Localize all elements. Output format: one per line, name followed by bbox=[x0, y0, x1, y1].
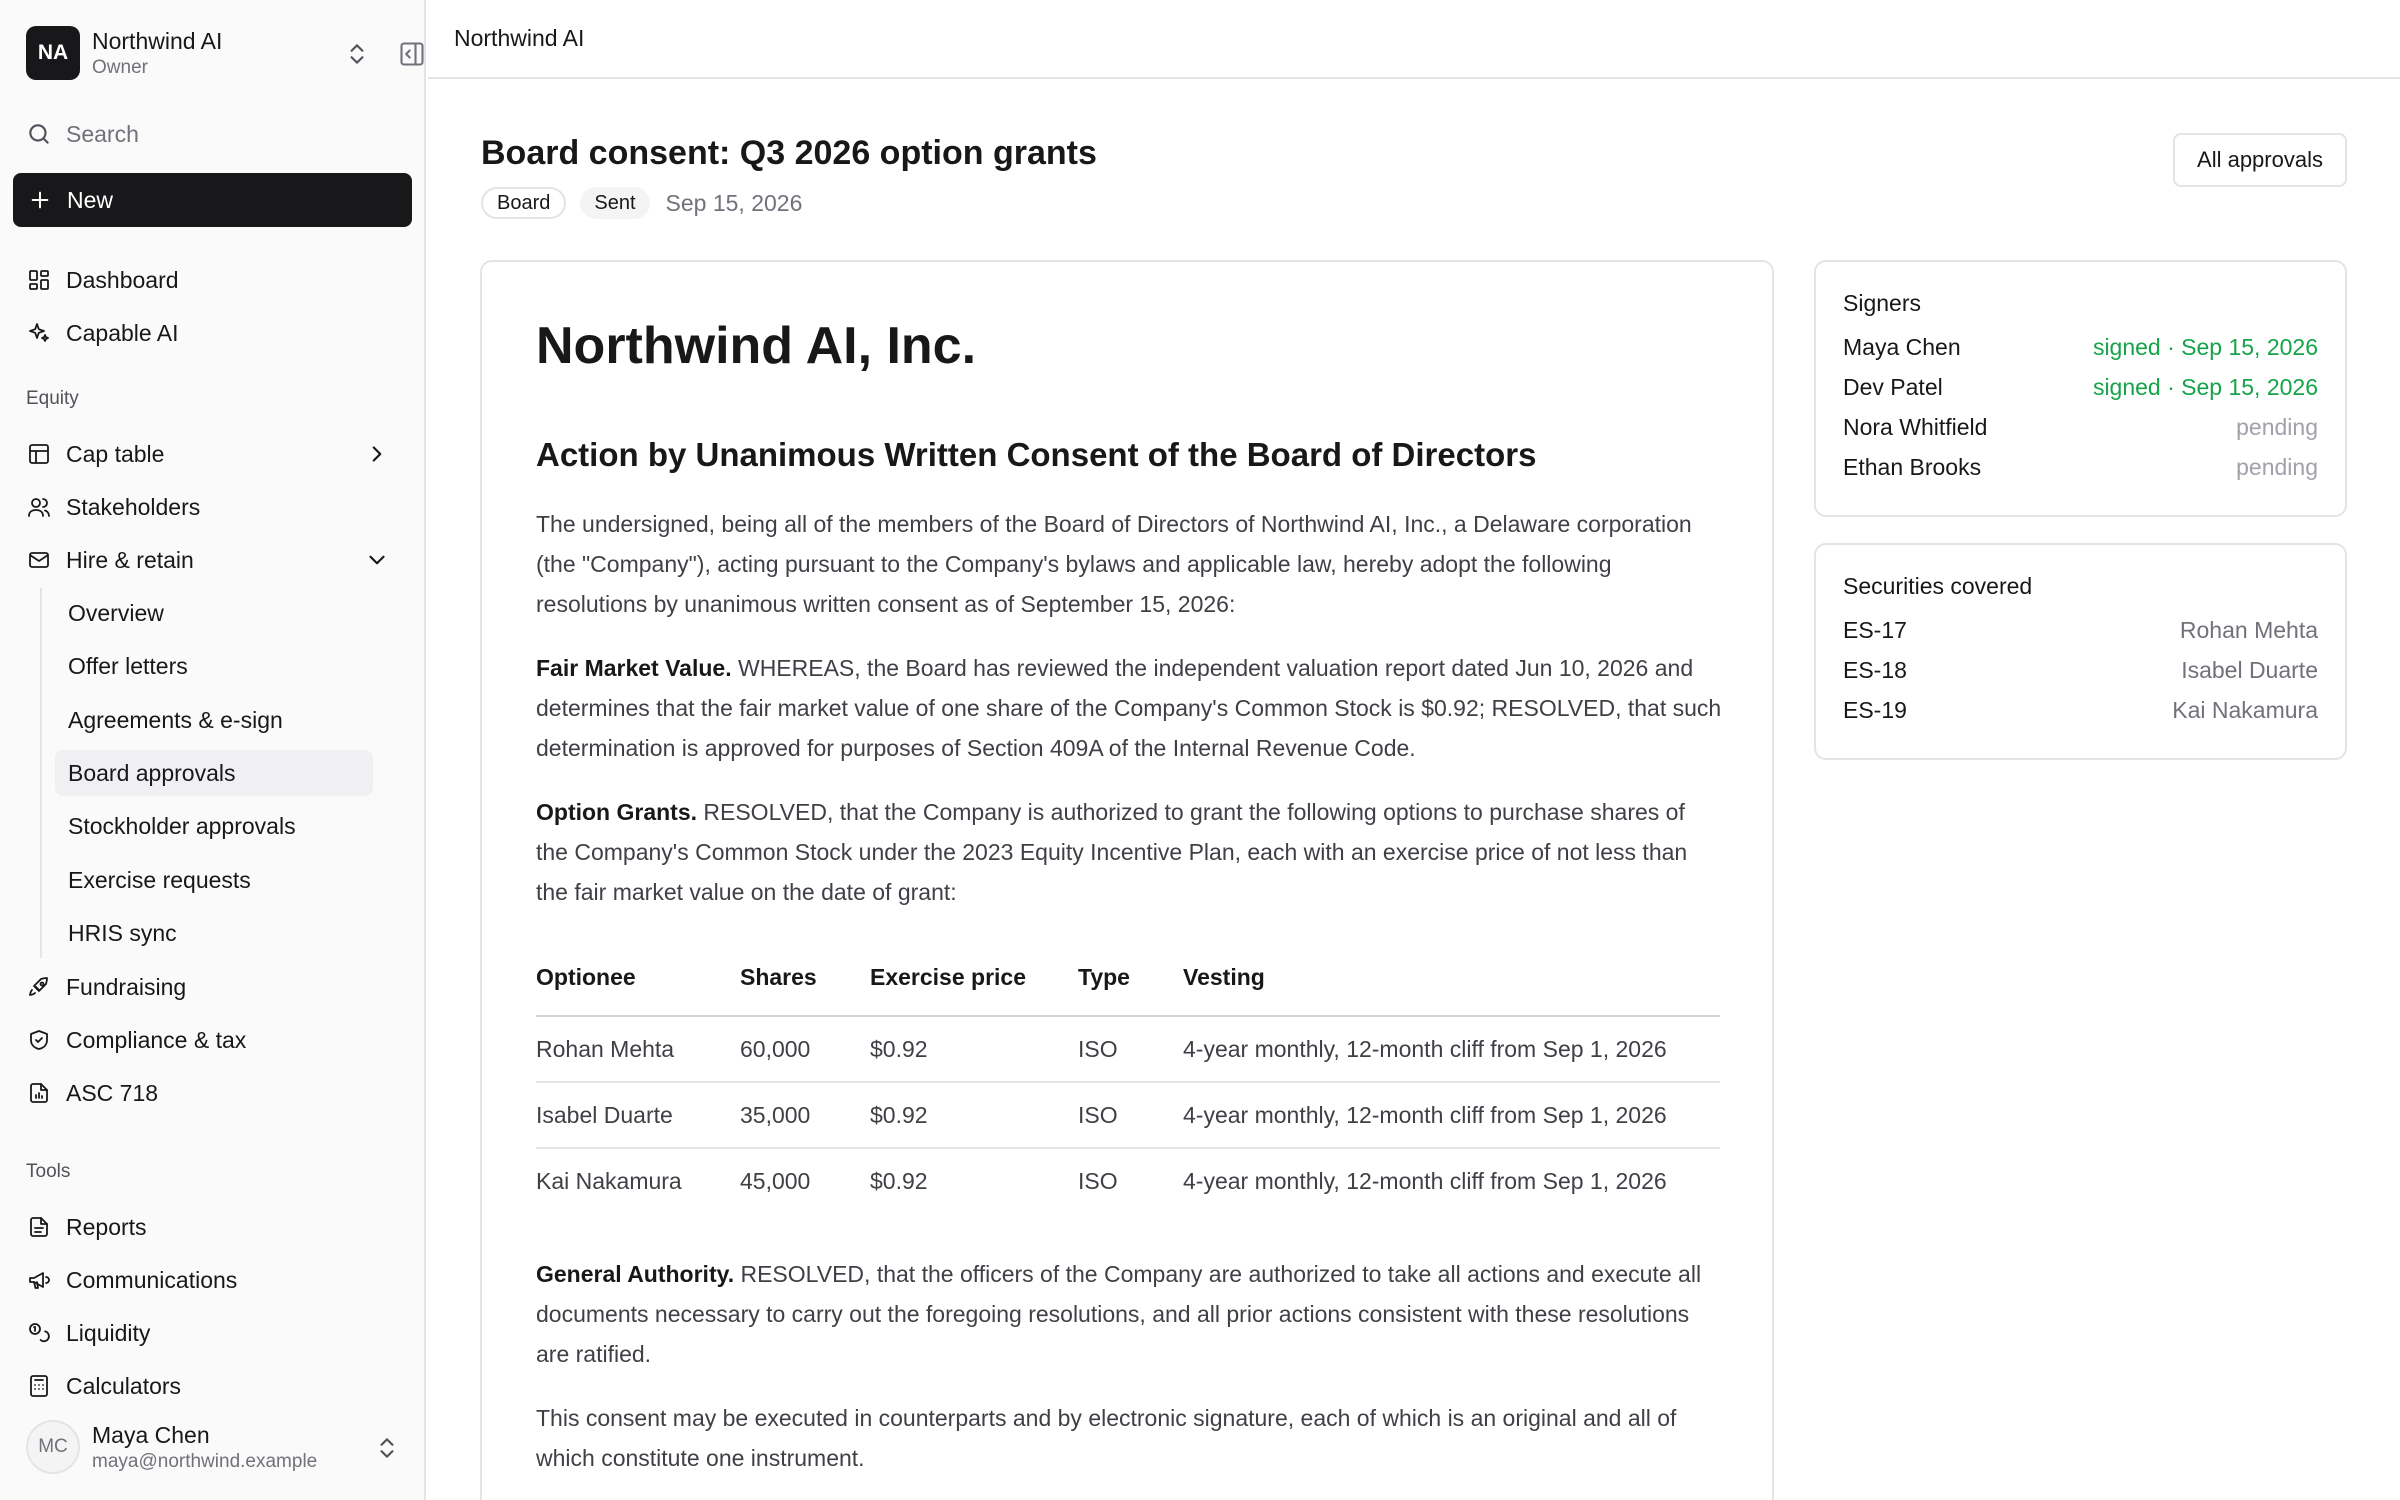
table-row bbox=[536, 1016, 1720, 1082]
avatar: MC bbox=[26, 1420, 80, 1474]
fmv-label: Fair Market Value. bbox=[536, 655, 732, 681]
org-avatar: NA bbox=[26, 26, 80, 80]
signer-status: pending bbox=[2236, 413, 2318, 440]
security-holder: Rohan Mehta bbox=[2179, 616, 2318, 643]
signers-card bbox=[1814, 260, 2347, 517]
calculator-icon bbox=[26, 1373, 52, 1399]
column-header: Shares bbox=[740, 956, 870, 1016]
sidebar bbox=[0, 0, 426, 1500]
sidebar-subitem-offer-letters[interactable]: Offer letters bbox=[68, 652, 188, 679]
sidebar-subitem-agreements[interactable]: Agreements & e-sign bbox=[68, 706, 283, 733]
security-holder: Isabel Duarte bbox=[2181, 656, 2318, 683]
signer-name: Nora Whitfield bbox=[1843, 413, 1988, 440]
column-header: Optionee bbox=[536, 956, 740, 1016]
security-id: ES-17 bbox=[1843, 616, 1907, 643]
table-cell: ISO bbox=[1078, 1016, 1183, 1082]
chevrons-up-down-icon[interactable] bbox=[344, 40, 370, 68]
sidebar-item-fundraising[interactable] bbox=[26, 966, 400, 1008]
grants-label: Option Grants. bbox=[536, 799, 697, 825]
security-id: ES-18 bbox=[1843, 656, 1907, 683]
security-row[interactable] bbox=[1843, 650, 2318, 690]
coins-icon bbox=[26, 1320, 52, 1346]
sidebar-item-label: ASC 718 bbox=[66, 1079, 159, 1106]
grants-text: RESOLVED, that the Company is authorized to grant the following options to purchase shares of the Company's Common Stock under the 2023 Equity Incentive Plan, each with an exercise price of not less than the fair market value on the date of grant: bbox=[536, 799, 1688, 905]
section-label-equity: Equity bbox=[26, 388, 79, 409]
table-cell: ISO bbox=[1078, 1168, 1118, 1194]
sidebar-item-hire-retain[interactable] bbox=[26, 539, 400, 581]
sidebar-subitem-hris-sync[interactable]: HRIS sync bbox=[68, 919, 177, 946]
security-holder: Kai Nakamura bbox=[2172, 696, 2318, 723]
users-icon bbox=[26, 494, 52, 520]
sidebar-subitem-stockholder-approvals[interactable]: Stockholder approvals bbox=[68, 812, 296, 839]
security-row[interactable] bbox=[1843, 690, 2318, 730]
sidebar-item-dashboard[interactable] bbox=[26, 259, 400, 301]
table-cell: $0.92 bbox=[870, 1016, 1078, 1082]
signer-name: Ethan Brooks bbox=[1843, 453, 1982, 480]
consent-document bbox=[480, 260, 1774, 1500]
section-label-tools: Tools bbox=[26, 1161, 71, 1182]
signer-row bbox=[1843, 447, 2318, 487]
sidebar-subitem-exercise-requests[interactable]: Exercise requests bbox=[68, 866, 251, 893]
sidebar-item-label: Hire & retain bbox=[66, 546, 194, 573]
document-intro: The undersigned, being all of the members of the Board of Directors of Northwind AI, Inc., a Delaware corporation (the "Company"), acting pursuant to the Company's bylaws and applicable law, hereby adopt the following resolutions by unanimous written consent as of September 15, 2026: bbox=[536, 511, 1692, 617]
fmv-text: WHEREAS, the Board has reviewed the independent valuation report dated Jun 10, 2026 and determines that the fair market value of one share of the Company's Common Stock is $0.92; RESOLVED, that such determination is approved for purposes of Section 409A of the Internal Revenue Code. bbox=[536, 655, 1722, 761]
sidebar-subitem-overview[interactable]: Overview bbox=[68, 599, 164, 626]
table-cell: $0.92 bbox=[870, 1168, 928, 1194]
table-cell: Isabel Duarte bbox=[536, 1082, 740, 1148]
securities-card bbox=[1814, 543, 2347, 760]
signer-row bbox=[1843, 367, 2318, 407]
table-header-row bbox=[536, 956, 1720, 1016]
table-cell: 4-year monthly, 12-month cliff from Sep 1, 2026 bbox=[1183, 1168, 1667, 1194]
column-header: Vesting bbox=[1183, 956, 1720, 1016]
shield-check-icon bbox=[26, 1027, 52, 1053]
org-role: Owner bbox=[92, 57, 148, 78]
sidebar-subitem-board-approvals[interactable]: Board approvals bbox=[55, 750, 373, 796]
table-cell: 35,000 bbox=[740, 1082, 870, 1148]
securities-title: Securities covered bbox=[1843, 573, 2033, 599]
signer-name: Maya Chen bbox=[1843, 333, 1961, 360]
table-cell: Kai Nakamura bbox=[536, 1168, 682, 1194]
new-button[interactable] bbox=[13, 173, 412, 227]
signer-status: signed · Sep 15, 2026 bbox=[2092, 333, 2318, 360]
org-name: Northwind AI bbox=[92, 28, 223, 54]
page-meta bbox=[481, 187, 802, 219]
topbar bbox=[428, 0, 2400, 79]
sidebar-item-liquidity[interactable] bbox=[26, 1312, 400, 1354]
file-text-icon bbox=[26, 1214, 52, 1240]
megaphone-icon bbox=[26, 1267, 52, 1293]
mail-icon bbox=[26, 547, 52, 573]
chevron-right-icon bbox=[364, 441, 390, 467]
status-badge: Sent bbox=[580, 187, 649, 219]
new-button-label: New bbox=[67, 186, 114, 213]
org-switcher[interactable] bbox=[26, 26, 400, 80]
sidebar-item-label: Calculators bbox=[66, 1372, 182, 1399]
signers-title: Signers bbox=[1843, 290, 1921, 316]
signer-name: Dev Patel bbox=[1843, 373, 1943, 400]
authority-paragraph bbox=[536, 1254, 1722, 1374]
user-menu[interactable] bbox=[26, 1416, 400, 1478]
signer-row bbox=[1843, 407, 2318, 447]
table-row bbox=[536, 1148, 1720, 1214]
sidebar-item-stakeholders[interactable] bbox=[26, 486, 400, 528]
sidebar-item-label: Dashboard bbox=[66, 266, 179, 293]
security-id: ES-19 bbox=[1843, 696, 1907, 723]
submenu-rail bbox=[40, 588, 42, 958]
document-heading: Action by Unanimous Written Consent of the Board of Directors bbox=[536, 436, 1537, 473]
authority-text: RESOLVED, that the officers of the Company are authorized to take all actions and execute all documents necessary to carry out the foregoing resolutions, and all prior actions consistent with these resolutions are ratified. bbox=[536, 1261, 1702, 1367]
all-approvals-button[interactable]: All approvals bbox=[2173, 133, 2347, 187]
grants-table bbox=[536, 956, 1720, 1214]
sidebar-item-calculators[interactable] bbox=[26, 1365, 400, 1407]
table-cell: $0.92 bbox=[870, 1082, 1078, 1148]
sidebar-item-cap-table[interactable] bbox=[26, 433, 400, 475]
signer-row bbox=[1843, 327, 2318, 367]
signer-status: pending bbox=[2236, 453, 2318, 480]
search-icon bbox=[26, 121, 52, 147]
type-badge: Board bbox=[481, 187, 566, 219]
table-cell: 4-year monthly, 12-month cliff from Sep 1, 2026 bbox=[1183, 1082, 1720, 1148]
sidebar-item-label: Cap table bbox=[66, 440, 165, 467]
sidebar-item-label: Reports bbox=[66, 1213, 147, 1240]
file-chart-icon bbox=[26, 1080, 52, 1106]
sidebar-item-asc718[interactable] bbox=[26, 1072, 400, 1114]
grants-paragraph bbox=[536, 792, 1722, 912]
table-cell: 4-year monthly, 12-month cliff from Sep 1, 2026 bbox=[1183, 1016, 1720, 1082]
sent-date: Sep 15, 2026 bbox=[665, 189, 803, 216]
sidebar-toggle-icon[interactable] bbox=[398, 40, 426, 68]
fmv-paragraph bbox=[536, 648, 1722, 768]
user-email: maya@northwind.example bbox=[92, 1451, 318, 1472]
search-label: Search bbox=[66, 120, 139, 147]
sidebar-item-label: Compliance & tax bbox=[66, 1026, 247, 1053]
sidebar-item-label: Capable AI bbox=[66, 319, 179, 346]
user-name: Maya Chen bbox=[92, 1422, 210, 1448]
table-cell: Rohan Mehta bbox=[536, 1016, 740, 1082]
sidebar-item-compliance[interactable] bbox=[26, 1019, 400, 1061]
table-row bbox=[536, 1082, 1720, 1148]
sparkles-icon bbox=[26, 320, 52, 346]
sidebar-item-capable-ai[interactable] bbox=[26, 312, 400, 354]
document-company: Northwind AI, Inc. bbox=[536, 317, 977, 375]
column-header: Exercise price bbox=[870, 956, 1078, 1016]
security-row[interactable] bbox=[1843, 610, 2318, 650]
sidebar-item-label: Stakeholders bbox=[66, 493, 201, 520]
rocket-icon bbox=[26, 974, 52, 1000]
table-cell: 60,000 bbox=[740, 1016, 870, 1082]
sidebar-item-reports[interactable] bbox=[26, 1206, 400, 1248]
search-button[interactable] bbox=[26, 114, 400, 154]
table-cell: 45,000 bbox=[740, 1168, 811, 1194]
sidebar-item-label: Fundraising bbox=[66, 973, 187, 1000]
chevron-down-icon bbox=[364, 547, 390, 573]
sidebar-item-label: Liquidity bbox=[66, 1319, 151, 1346]
sidebar-item-communications[interactable] bbox=[26, 1259, 400, 1301]
breadcrumb[interactable]: Northwind AI bbox=[454, 25, 585, 51]
page-title: Board consent: Q3 2026 option grants bbox=[481, 134, 1097, 172]
signer-status: signed · Sep 15, 2026 bbox=[2092, 373, 2318, 400]
sidebar-item-label: Communications bbox=[66, 1266, 238, 1293]
authority-label: General Authority. bbox=[536, 1261, 735, 1287]
chevrons-up-down-icon[interactable] bbox=[374, 1434, 400, 1462]
column-header: Type bbox=[1078, 956, 1183, 1016]
counterparts-paragraph: This consent may be executed in counterparts and by electronic signature, each of which is an original and all of which constitute one instrument. bbox=[536, 1405, 1677, 1471]
plus-icon bbox=[29, 189, 51, 211]
table-icon bbox=[26, 441, 52, 467]
dashboard-icon bbox=[26, 267, 52, 293]
table-cell: ISO bbox=[1078, 1082, 1183, 1148]
